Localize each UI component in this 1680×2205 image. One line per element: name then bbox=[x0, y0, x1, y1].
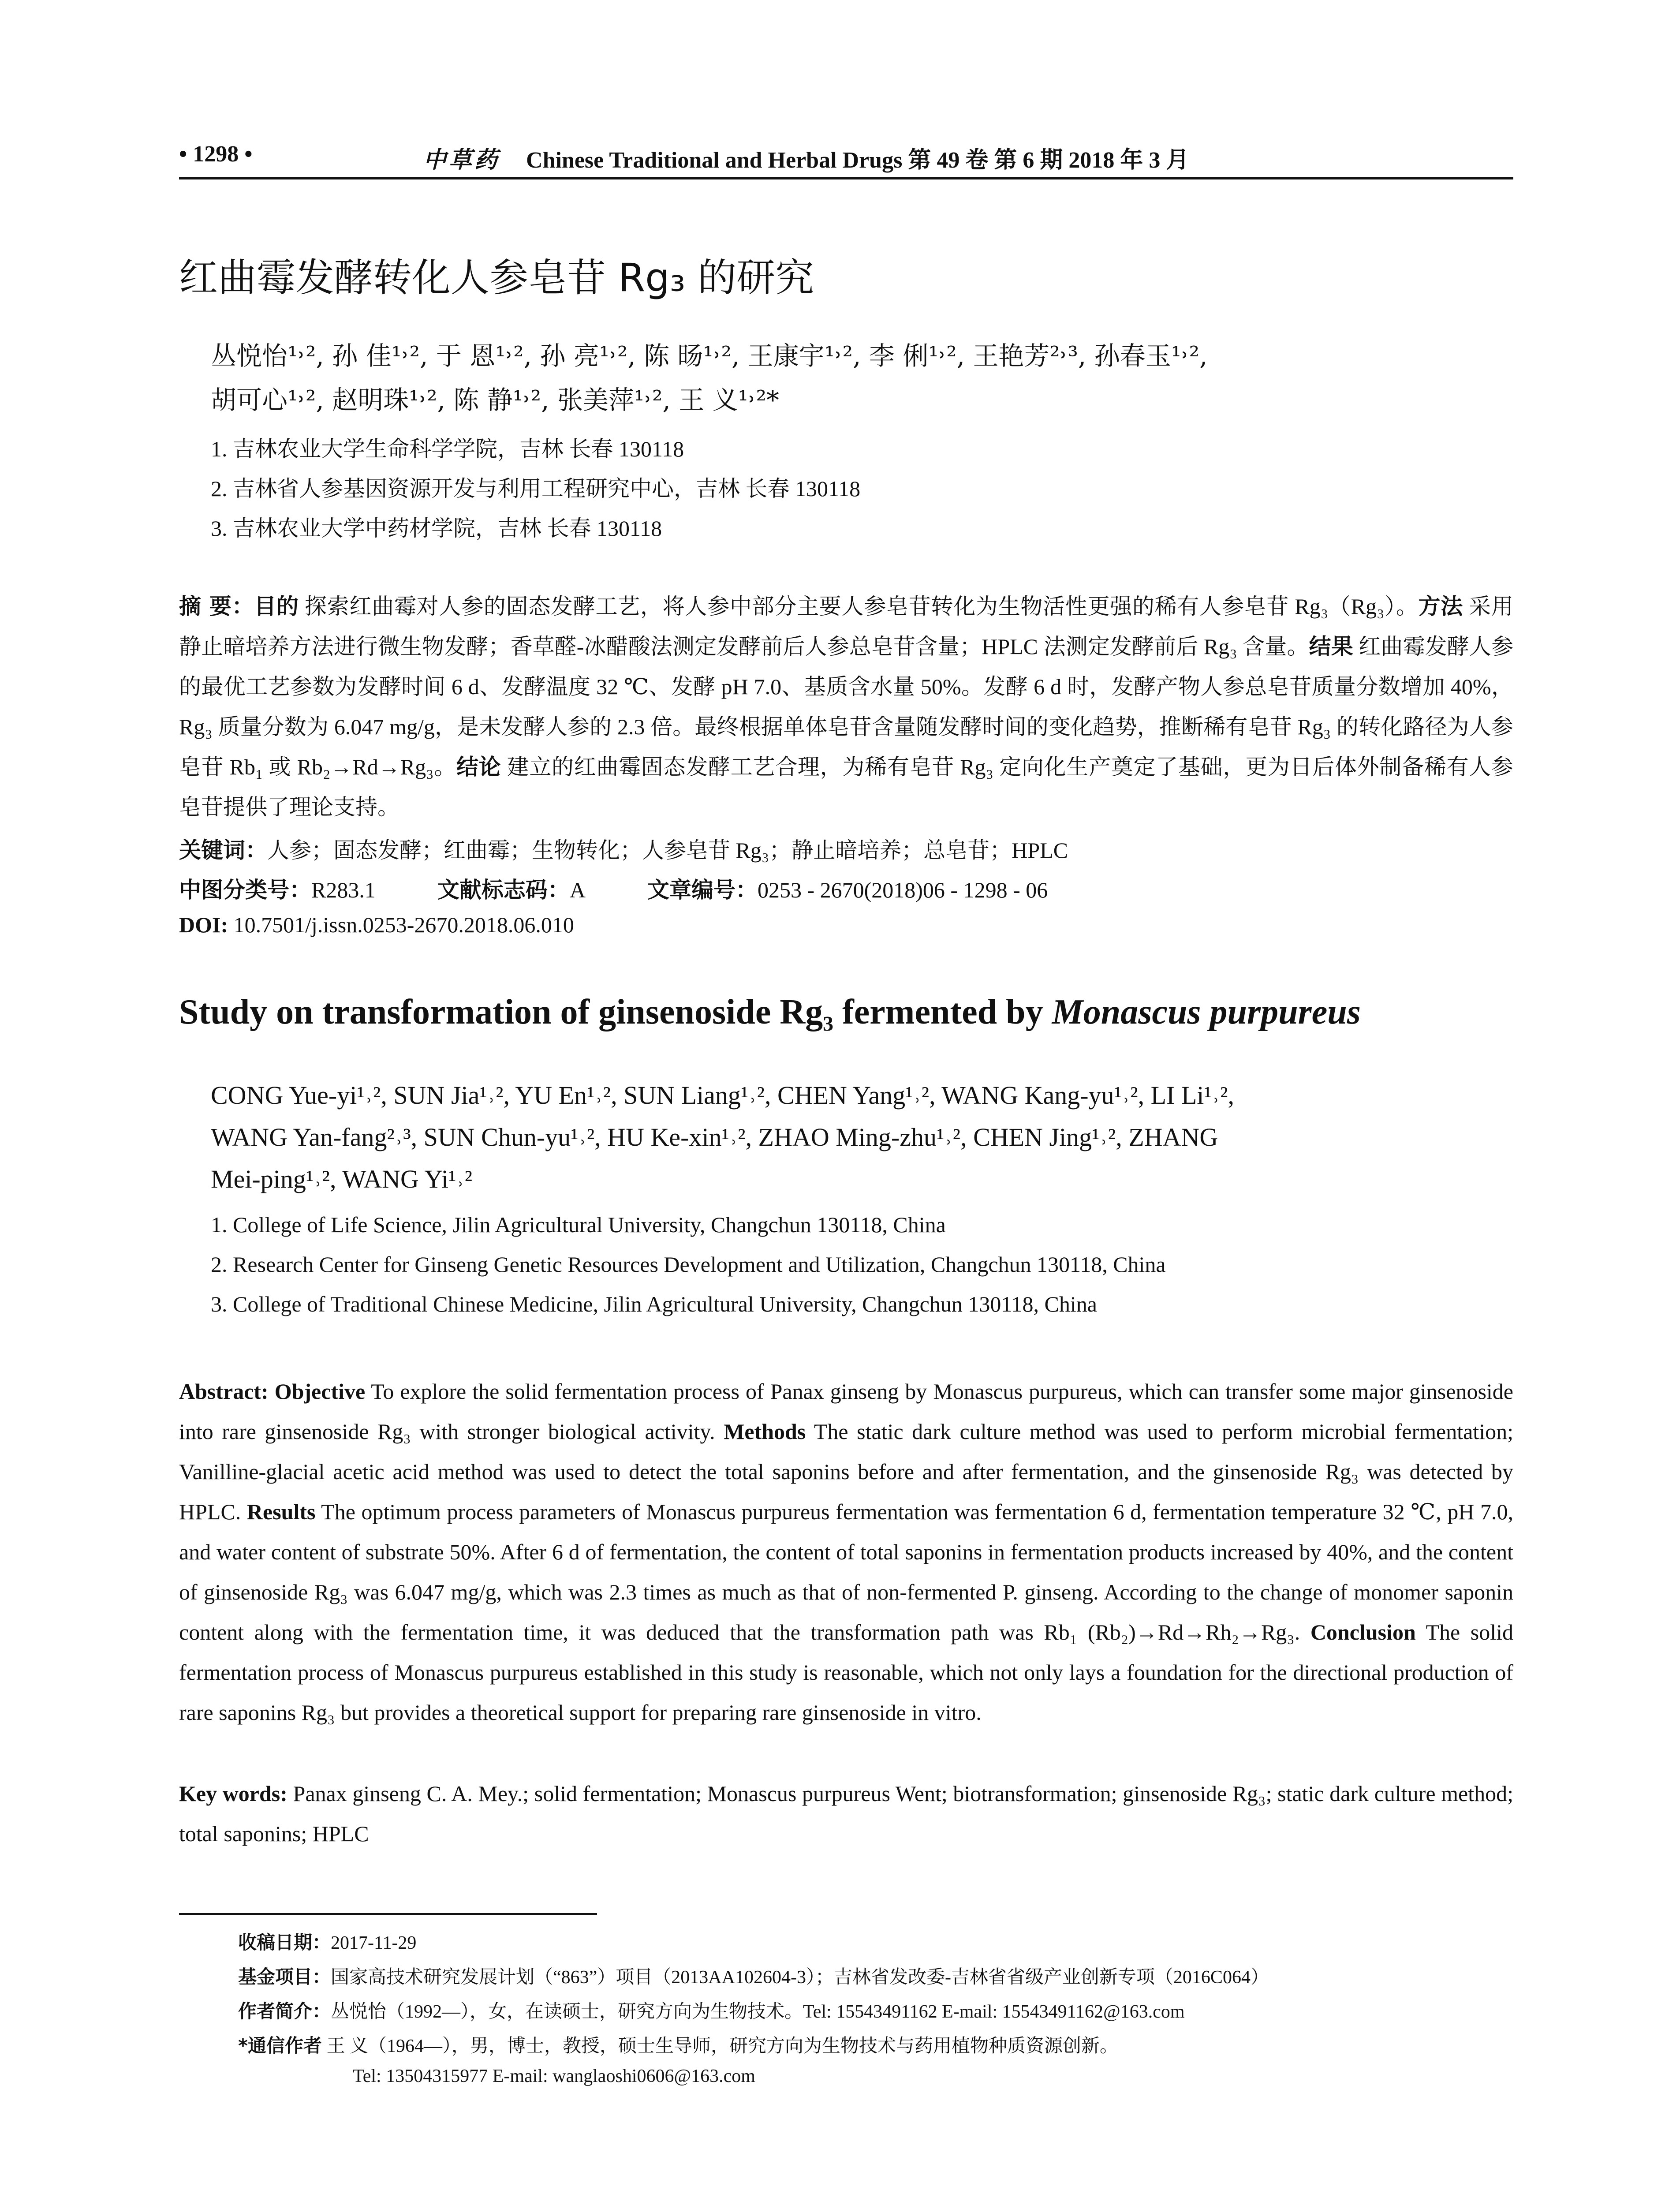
objective-label: 目的 bbox=[254, 594, 299, 619]
chinese-affiliation-1: 1. 吉林农业大学生命科学学院，吉林 长春 130118 bbox=[211, 437, 684, 461]
chinese-title: 红曲霉发酵转化人参皂苷 Rg₃ 的研究 bbox=[179, 255, 814, 300]
results-text: The optimum process parameters of Monascus purpureus fermentation was fermentation 6 d, fermentation temperature 32 ℃, pH 7.0, and water content of substrate 50%. After 6 d of fermentation, the content of total saponins in fermentation products increased by 40%, and the content of ginsenoside Rg₃ was 6.047 mg/g, which was 2.3 times as much as that of non-fermented P. ginseng. According to the change of monomer saponin content along with the fermentation time, it was deduced that the transformation path was Rb₁ (Rb₂)→Rd→Rh₂→Rg₃. bbox=[179, 1499, 1514, 1644]
english-authors-line-2: WANG Yan-fang²˒³, SUN Chun-yu¹˒², HU Ke-xin¹˒², ZHAO Ming-zhu¹˒², CHEN Jing¹˒², ZHANG bbox=[211, 1123, 1218, 1151]
page-number: • 1298 • bbox=[179, 142, 253, 167]
chinese-affiliation-3: 3. 吉林农业大学中药材学院，吉林 长春 130118 bbox=[211, 516, 662, 541]
fund-label: 基金项目： bbox=[238, 1966, 331, 1988]
objective-text: To explore the solid fermentation process of Panax ginseng by Monascus purpureus, which can transfer some major ginsenoside into rare ginsenoside Rg₃ with stronger biological activity. bbox=[179, 1379, 1514, 1444]
journal-logo: 中草药 bbox=[423, 148, 500, 173]
results-label: Results bbox=[246, 1499, 316, 1524]
keywords-label: Key words: bbox=[179, 1781, 287, 1806]
doc-code-label: 文献标志码： bbox=[437, 877, 570, 903]
footnote-rule bbox=[179, 1913, 597, 1915]
keywords-label: 关键词： bbox=[179, 837, 267, 863]
english-authors-line-1: CONG Yue-yi¹˒², SUN Jia¹˒², YU En¹˒², SUN Liang¹˒², CHEN Yang¹˒², WANG Kang-yu¹˒², LI Li¹˒², bbox=[211, 1081, 1234, 1110]
footnote-received bbox=[238, 1928, 416, 1955]
chinese-keywords bbox=[179, 833, 1513, 864]
received-label: 收稿日期： bbox=[238, 1932, 331, 1953]
corresponding-text: 王 义（1964—），男，博士，教授，硕士生导师，研究方向为生物技术与药用植物种质资源创新。 bbox=[321, 2036, 1118, 2056]
english-affiliation-1: 1. College of Life Science, Jilin Agricultural University, Changchun 130118, China bbox=[211, 1212, 946, 1237]
english-affiliation-3: 3. College of Traditional Chinese Medicine, Jilin Agricultural University, Changchun 130118, China bbox=[211, 1292, 1097, 1316]
english-title-text: Study on transformation of ginsenoside Rg₃ fermented by bbox=[179, 993, 1052, 1031]
conclusion-text: The solid fermentation process of Monascus purpureus established in this study is reasonable, which not only lays a foundation for the directional production of rare saponins Rg₃ but provides a theoretical support for preparing rare ginsenoside in vitro. bbox=[179, 1620, 1513, 1725]
footnote-corresponding-contact: Tel: 13504315977 E-mail: wanglaoshi0606@163.com bbox=[353, 2066, 755, 2086]
results-label: 结果 bbox=[1309, 634, 1353, 659]
methods-label: Methods bbox=[724, 1419, 806, 1444]
methods-text: The static dark culture method was used to perform microbial fermentation; Vanilline-glacial acetic acid method was used to detect the total saponins before and after fermentation, and the ginsenoside Rg₃ was detected by HPLC. bbox=[179, 1419, 1513, 1524]
english-abstract bbox=[179, 1372, 1513, 1733]
keywords-text: Panax ginseng C. A. Mey.; solid fermentation; Monascus purpureus Went; biotransformation; ginsenoside Rg₃; static dark culture method; total saponins; HPLC bbox=[179, 1781, 1513, 1846]
results-text: 红曲霉发酵人参的最优工艺参数为发酵时间 6 d、发酵温度 32 ℃、发酵 pH 7.0、基质含水量 50%。发酵 6 d 时，发酵产物人参总皂苷质量分数增加 40%，Rg₃ 质量分数为 6.047 mg/g，是未发酵人参的 2.3 倍。最终根据单体皂苷含量随发酵时间的变化趋势，推断稀有皂苷 Rg₃ 的转化路径为人参皂苷 Rb₁ 或 Rb₂→Rd→Rg₃。 bbox=[179, 634, 1514, 779]
english-title-species: Monascus purpureus bbox=[1052, 993, 1361, 1031]
clc-label: 中图分类号： bbox=[179, 877, 311, 903]
author-bio-text: 丛悦怡（1992—），女，在读硕士，研究方向为生物技术。Tel: 15543491162 E-mail: 15543491162@163.com bbox=[331, 2002, 1185, 2022]
footnote-author-bio bbox=[238, 1997, 1185, 2023]
english-authors-line-3: Mei-ping¹˒², WANG Yi¹˒² bbox=[211, 1165, 473, 1193]
corresponding-label: *通信作者 bbox=[238, 2035, 322, 2056]
keywords-text: 人参；固态发酵；红曲霉；生物转化；人参皂苷 Rg₃；静止暗培养；总皂苷；HPLC bbox=[267, 838, 1068, 863]
journal-issue-line: Chinese Traditional and Herbal Drugs 第 49 卷 第 6 期 2018 年 3 月 bbox=[526, 148, 1189, 173]
conclusion-label: 结论 bbox=[456, 754, 501, 780]
conclusion-text: 建立的红曲霉固态发酵工艺合理，为稀有皂苷 Rg₃ 定向化生产奠定了基础，更为日后体外制备稀有人参皂苷提供了理论支持。 bbox=[179, 755, 1514, 819]
journal-header bbox=[423, 141, 1189, 174]
header-rule bbox=[179, 177, 1513, 179]
author-bio-label: 作者简介： bbox=[238, 2000, 331, 2022]
footnote-corresponding bbox=[238, 2031, 1118, 2058]
chinese-authors-line-2: 胡可心¹˒², 赵明珠¹˒², 陈 静¹˒², 张美萍¹˒², 王 义¹˒²* bbox=[211, 385, 779, 415]
abstract-label: 摘 要： bbox=[179, 594, 254, 619]
doc-code-value: A bbox=[569, 878, 586, 902]
methods-label: 方法 bbox=[1418, 594, 1463, 619]
methods-text: 采用静止暗培养方法进行微生物发酵；香草醛-冰醋酸法测定发酵前后人参总皂苷含量；HPLC 法测定发酵前后 Rg₃ 含量。 bbox=[179, 594, 1514, 659]
abstract-objective-label: Abstract: Objective bbox=[179, 1379, 366, 1404]
english-title bbox=[179, 992, 1361, 1032]
received-date: 2017-11-29 bbox=[331, 1933, 417, 1953]
footnote-funding bbox=[238, 1962, 1269, 1989]
doi-label: DOI: bbox=[179, 912, 228, 937]
article-no-label: 文章编号： bbox=[647, 877, 758, 903]
conclusion-label: Conclusion bbox=[1310, 1620, 1416, 1644]
chinese-affiliation-2: 2. 吉林省人参基因资源开发与利用工程研究中心，吉林 长春 130118 bbox=[211, 476, 861, 501]
chinese-authors-line-1: 丛悦怡¹˒², 孙 佳¹˒², 于 恩¹˒², 孙 亮¹˒², 陈 旸¹˒², 王康宇¹˒², 李 俐¹˒², 王艳芳²˒³, 孙春玉¹˒², bbox=[211, 341, 1208, 371]
chinese-abstract bbox=[179, 587, 1513, 827]
english-affiliation-2: 2. Research Center for Ginseng Genetic Resources Development and Utilization, Changchun 130118, China bbox=[211, 1252, 1166, 1277]
objective-text: 探索红曲霉对人参的固态发酵工艺，将人参中部分主要人参皂苷转化为生物活性更强的稀有人参皂苷 Rg₃（Rg₃）。 bbox=[299, 594, 1419, 619]
fund-text: 国家高技术研究发展计划（“863”）项目（2013AA102604-3）；吉林省发改委-吉林省省级产业创新专项（2016C064） bbox=[331, 1967, 1269, 1988]
article-no-value: 0253 - 2670(2018)06 - 1298 - 06 bbox=[757, 878, 1048, 902]
english-keywords bbox=[179, 1774, 1513, 1854]
clc-value: R283.1 bbox=[311, 878, 376, 902]
doi-row bbox=[179, 912, 574, 938]
doi-value[interactable]: 10.7501/j.issn.0253-2670.2018.06.010 bbox=[233, 912, 574, 937]
classification-row bbox=[179, 872, 1513, 904]
